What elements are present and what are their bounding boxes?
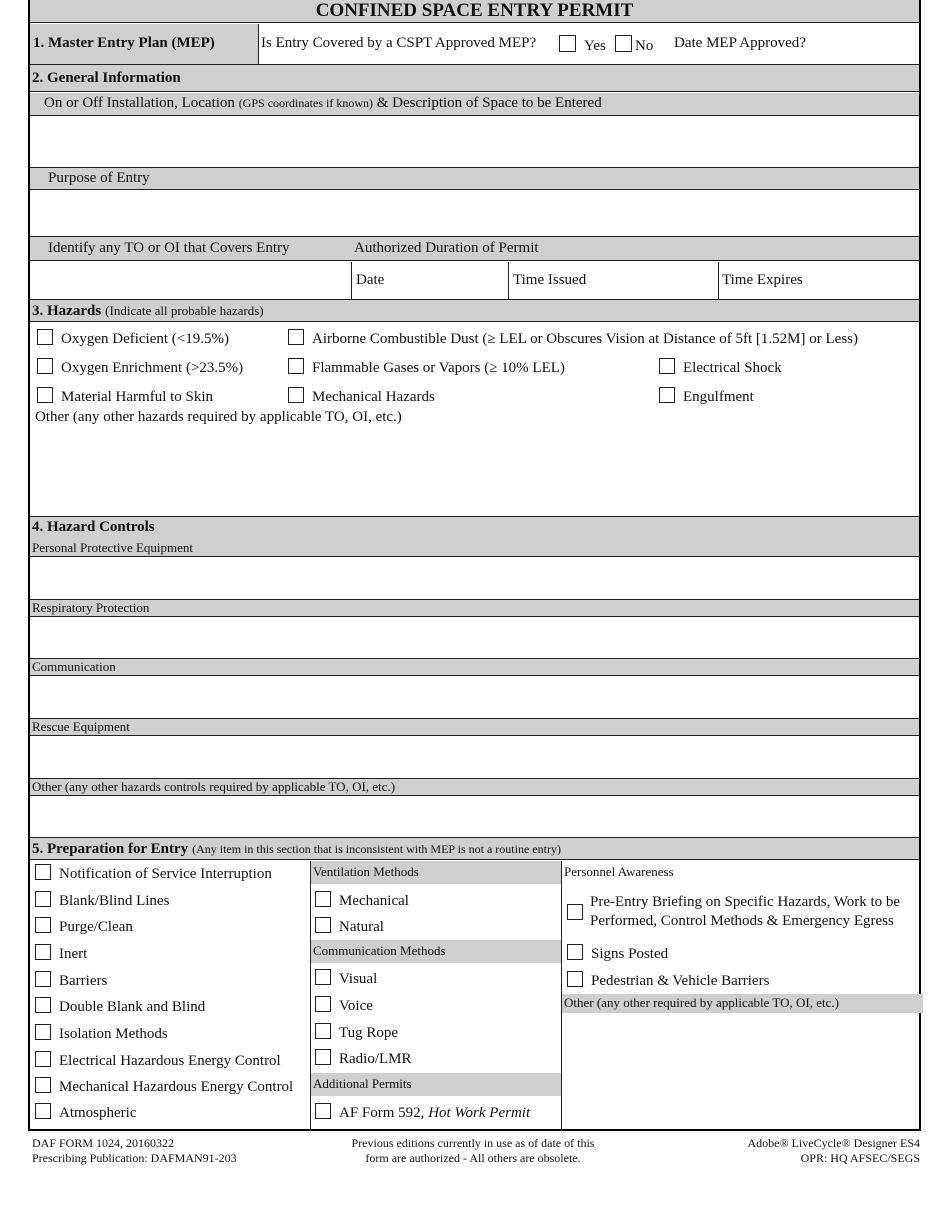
hazard-checkbox[interactable]: [288, 387, 304, 403]
to-oi-field[interactable]: [30, 262, 351, 299]
footer-editions: [320, 1136, 626, 1166]
prep-checkbox[interactable]: [567, 944, 583, 960]
prep-checkbox[interactable]: [35, 944, 51, 960]
hazard-electrical-shock[interactable]: [659, 358, 782, 377]
prep-label: Mechanical Hazardous Energy Control: [59, 1079, 294, 1095]
title-bar: [30, 0, 919, 23]
section2-header: [30, 65, 919, 92]
prep-checkbox[interactable]: [315, 1023, 331, 1039]
time-expires-field[interactable]: [719, 262, 919, 299]
section5-note: (Any item in this section that is inconsistent with MEP is not a routine entry): [192, 842, 561, 856]
section4-header: [30, 517, 919, 557]
comm-voice[interactable]: [315, 996, 373, 1015]
mep-yes-checkbox[interactable]: [559, 35, 576, 52]
prep-checkbox[interactable]: [315, 1049, 331, 1065]
prep-checkbox[interactable]: [567, 971, 583, 987]
hazard-label: Flammable Gases or Vapors (≥ 10% LEL): [312, 360, 565, 376]
prep-notification[interactable]: [35, 864, 272, 883]
ppe-label: Personal Protective Equipment: [32, 540, 194, 555]
footer-designer: Adobe® LiveCycle® Designer ES4: [747, 1136, 920, 1150]
hazard-checkbox[interactable]: [288, 329, 304, 345]
prep-label: Inert: [59, 946, 88, 962]
controls-other-label: Other (any other hazards controls required by applicable TO, OI, etc.): [32, 779, 396, 794]
section2-title: 2. General Information: [32, 70, 181, 86]
ppe-field[interactable]: [30, 558, 919, 599]
hazard-label: Airborne Combustible Dust (≥ LEL or Obscures Vision at Distance of 5ft [1.52M] or Less): [312, 331, 858, 347]
section3-note: (Indicate all probable hazards): [105, 303, 264, 318]
hazard-flammable-gases[interactable]: [288, 358, 565, 377]
prep-mechanical-energy[interactable]: [35, 1077, 293, 1096]
location-label-bar: [30, 93, 919, 116]
vent-mechanical[interactable]: [315, 891, 409, 910]
mep-yes-label: Yes: [584, 38, 606, 54]
hazard-mechanical[interactable]: [288, 387, 435, 406]
personnel-other-field[interactable]: [562, 1014, 923, 1131]
comm-methods-header: [311, 940, 561, 963]
respiratory-label: Respiratory Protection: [32, 600, 150, 615]
prep-inert[interactable]: [35, 944, 87, 963]
prep-barriers[interactable]: [35, 971, 107, 990]
controls-other-field[interactable]: [30, 797, 919, 837]
hazard-label: Mechanical Hazards: [312, 389, 435, 405]
section3-title-row: [32, 302, 264, 320]
prep-checkbox[interactable]: [35, 971, 51, 987]
mep-date-label: Date MEP Approved?: [674, 35, 806, 51]
communication-label-bar: [30, 659, 919, 676]
hazard-other-label: Other (any other hazards required by applicable TO, OI, etc.): [35, 409, 402, 425]
prep-checkbox[interactable]: [315, 996, 331, 1012]
section1-title: 1. Master Entry Plan (MEP): [33, 35, 215, 51]
prep-checkbox[interactable]: [567, 904, 583, 920]
footer-opr: OPR: HQ AFSEC/SEGS: [800, 1151, 920, 1165]
rescue-label: Rescue Equipment: [32, 719, 130, 734]
prep-checkbox[interactable]: [35, 1103, 51, 1119]
permit-date-field[interactable]: [352, 262, 508, 299]
comm-visual[interactable]: [315, 969, 377, 988]
permit-label-a: AF Form 592,: [339, 1105, 425, 1121]
personnel-other-header: [562, 994, 923, 1013]
prep-label: Voice: [339, 998, 373, 1014]
respiratory-field[interactable]: [30, 618, 919, 658]
purpose-field[interactable]: [30, 191, 919, 236]
section3-header: [30, 300, 919, 322]
hazard-oxygen-deficient[interactable]: [37, 329, 229, 348]
personnel-briefing[interactable]: [567, 893, 917, 933]
hazard-checkbox[interactable]: [37, 329, 53, 345]
footer-publication: Prescribing Publication: DAFMAN91-203: [32, 1151, 237, 1165]
personnel-other-label: Other (any other required by applicable TO, OI, etc.): [564, 995, 839, 1010]
duration-label: Authorized Duration of Permit: [354, 240, 539, 256]
ventilation-header-label: Ventilation Methods: [313, 864, 419, 879]
personnel-barriers[interactable]: [567, 971, 769, 990]
mep-yes-option[interactable]: [559, 35, 606, 55]
prep-checkbox[interactable]: [35, 997, 51, 1013]
footer-editions-line1: Previous editions currently in use as of date of this: [351, 1136, 595, 1150]
hazard-checkbox[interactable]: [659, 387, 675, 403]
permit-hot-work[interactable]: [315, 1103, 530, 1122]
time-issued-label: Time Issued: [513, 272, 587, 288]
hazard-checkbox[interactable]: [37, 387, 53, 403]
time-issued-field[interactable]: [509, 262, 718, 299]
prep-label: Visual: [339, 971, 378, 987]
briefing-line1: Pre-Entry Briefing on Specific Hazards, Work to be: [590, 894, 901, 910]
hazard-checkbox[interactable]: [37, 358, 53, 374]
prep-checkbox[interactable]: [35, 1051, 51, 1067]
hazard-engulfment[interactable]: [659, 387, 754, 406]
prep-label: Electrical Hazardous Energy Control: [59, 1053, 281, 1069]
location-label-gps: (GPS coordinates if known): [238, 96, 374, 110]
prep-blank-blind[interactable]: [35, 891, 169, 910]
prep-label: Isolation Methods: [59, 1026, 168, 1042]
prep-checkbox[interactable]: [35, 891, 51, 907]
hazard-airborne-dust[interactable]: [288, 329, 858, 348]
permit-form: [28, 0, 921, 1131]
prep-double-blank[interactable]: [35, 997, 205, 1016]
communication-label: Communication: [32, 659, 116, 674]
prep-label: Purge/Clean: [59, 919, 133, 935]
prep-label: Blank/Blind Lines: [59, 893, 170, 909]
comm-methods-header-label: Communication Methods: [313, 943, 446, 958]
prep-label: Signs Posted: [591, 946, 669, 962]
comm-radio[interactable]: [315, 1049, 412, 1068]
prep-checkbox[interactable]: [35, 864, 51, 880]
purpose-label-bar: [30, 168, 919, 190]
personnel-signs[interactable]: [567, 944, 668, 963]
hazard-label: Electrical Shock: [683, 360, 782, 376]
prep-purge-clean[interactable]: [35, 917, 133, 936]
location-label-a: On or Off Installation, Location: [44, 95, 235, 111]
hazard-label: Oxygen Enrichment (>23.5%): [61, 360, 244, 376]
hazard-checkbox[interactable]: [659, 358, 675, 374]
section5-title: 5. Preparation for Entry: [32, 841, 189, 857]
prep-checkbox[interactable]: [315, 917, 331, 933]
to-duration-label-bar: [30, 237, 919, 261]
location-field[interactable]: [30, 117, 919, 167]
prep-checkbox[interactable]: [35, 1024, 51, 1040]
communication-field[interactable]: [30, 677, 919, 718]
footer-form-info: [32, 1136, 237, 1166]
hazard-oxygen-enrichment[interactable]: [37, 358, 243, 377]
section1-label-cell: [30, 24, 259, 64]
to-oi-label: Identify any TO or OI that Covers Entry: [48, 240, 290, 256]
prep-label: Atmospheric: [59, 1105, 137, 1121]
hazard-other-field[interactable]: [30, 426, 919, 516]
controls-other-label-bar: [30, 779, 919, 796]
form-title: CONFINED SPACE ENTRY PERMIT: [315, 0, 634, 21]
prep-label: Mechanical: [339, 893, 409, 909]
section4-title: 4. Hazard Controls: [32, 519, 155, 535]
personnel-header-label: Personnel Awareness: [564, 864, 674, 879]
prep-label: Tug Rope: [339, 1025, 399, 1041]
briefing-line2: Performed, Control Methods & Emergency Egress: [590, 913, 894, 929]
mep-no-option[interactable]: [615, 35, 653, 55]
permits-header: [311, 1073, 561, 1096]
prep-label: Pedestrian & Vehicle Barriers: [591, 973, 770, 989]
prep-electrical-energy[interactable]: [35, 1051, 281, 1070]
mep-question: [261, 35, 536, 52]
comm-tug-rope[interactable]: [315, 1023, 398, 1042]
rescue-field[interactable]: [30, 737, 919, 778]
permit-date-label: Date: [356, 272, 385, 288]
hazard-harmful-skin[interactable]: [37, 387, 213, 406]
footer-editions-line2: form are authorized - All others are obsolete.: [365, 1151, 581, 1165]
ventilation-header: [311, 861, 561, 884]
prep-label: Radio/LMR: [339, 1051, 412, 1067]
personnel-header: [562, 861, 923, 884]
rescue-label-bar: [30, 719, 919, 736]
mep-question-text: Is Entry Covered by a CSPT Approved MEP?: [261, 35, 537, 51]
prep-label: Double Blank and Blind: [59, 999, 206, 1015]
section3-title: 3. Hazards: [32, 303, 102, 319]
prep-checkbox[interactable]: [35, 917, 51, 933]
footer-software: [747, 1136, 920, 1166]
mep-date-field[interactable]: [674, 35, 806, 52]
hazard-label: Oxygen Deficient (<19.5%): [61, 331, 229, 347]
hazard-label: Engulfment: [683, 389, 754, 405]
permits-header-label: Additional Permits: [313, 1076, 412, 1091]
mep-no-checkbox[interactable]: [615, 35, 632, 52]
section5-title-row: [32, 840, 561, 858]
prep-checkbox[interactable]: [315, 1103, 331, 1119]
prep-atmospheric[interactable]: [35, 1103, 136, 1122]
hazard-label: Material Harmful to Skin: [61, 389, 214, 405]
prep-isolation[interactable]: [35, 1024, 168, 1043]
prep-checkbox[interactable]: [315, 891, 331, 907]
time-expires-label: Time Expires: [722, 272, 803, 288]
location-label-c: & Description of Space to be Entered: [376, 95, 602, 111]
vent-natural[interactable]: [315, 917, 384, 936]
permit-label-b: Hot Work Permit: [428, 1105, 531, 1121]
purpose-label: Purpose of Entry: [48, 170, 150, 186]
footer-form-number: DAF FORM 1024, 20160322: [32, 1136, 175, 1150]
prep-label: Natural: [339, 919, 384, 935]
prep-checkbox[interactable]: [315, 969, 331, 985]
prep-label: Barriers: [59, 973, 108, 989]
respiratory-label-bar: [30, 600, 919, 617]
section5-header: [30, 838, 919, 860]
prep-checkbox[interactable]: [35, 1077, 51, 1093]
prep-label: Notification of Service Interruption: [59, 866, 272, 882]
location-label: [44, 95, 602, 112]
mep-no-label: No: [635, 38, 654, 54]
hazard-checkbox[interactable]: [288, 358, 304, 374]
